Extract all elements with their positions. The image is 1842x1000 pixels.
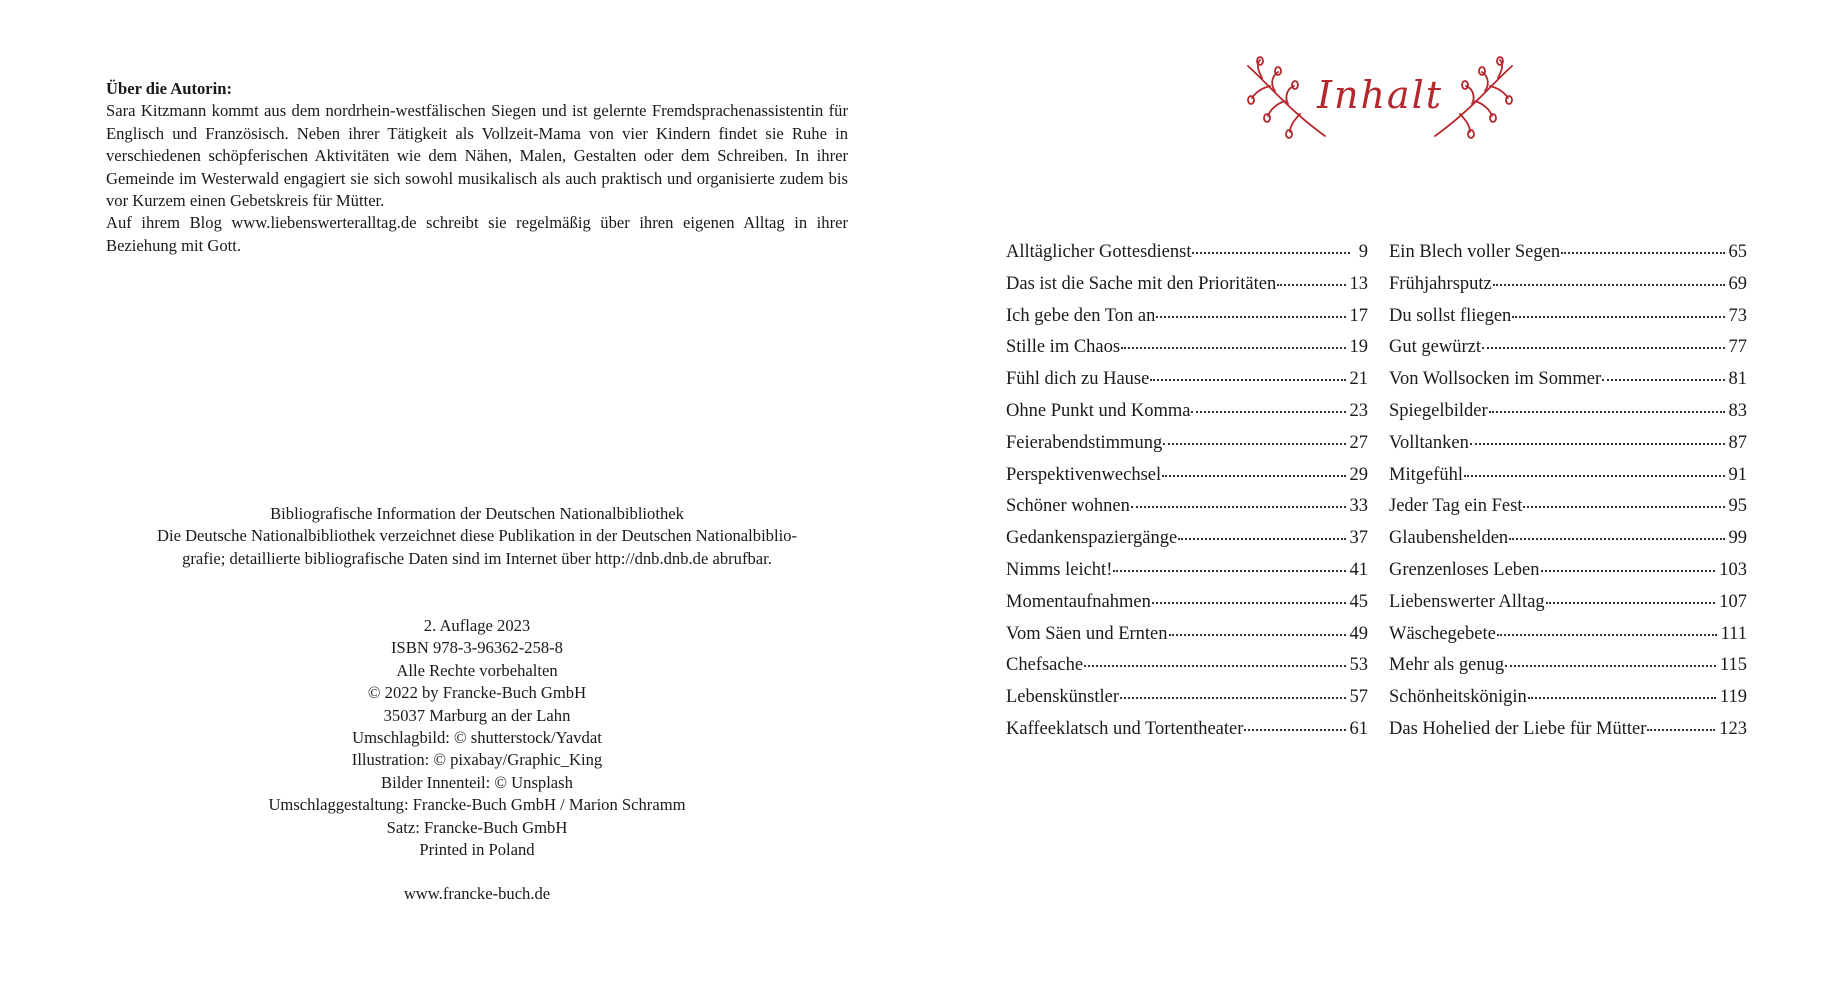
toc-leader-dots: [1156, 316, 1345, 318]
toc-entry-title: Perspektivenwechsel: [1006, 464, 1162, 485]
toc-entry-title: Vom Säen und Ernten: [1006, 623, 1168, 644]
toc-entry-title: Fühl dich zu Hause: [1006, 369, 1150, 390]
imprint-edition: 2. Auflage 2023: [423, 616, 531, 635]
toc-entry-page: 103: [1719, 559, 1747, 580]
toc-entry-title: Alltäglicher Gottesdienst: [1006, 242, 1192, 262]
toc-entry: [1006, 687, 1368, 719]
toc-entry-title: Schöner wohnen: [1006, 496, 1130, 517]
toc-entry: [1389, 306, 1747, 338]
toc-entry-title: Jeder Tag ein Fest: [1389, 496, 1523, 517]
toc-entry: [1389, 560, 1747, 592]
toc-entry-page: 23: [1349, 400, 1368, 421]
toc-entry-page: 33: [1349, 496, 1368, 517]
toc-entry-title: Nimms leicht!: [1006, 559, 1113, 580]
toc-leader-dots: [1523, 506, 1724, 508]
imprint-copyright: © 2022 by Francke-Buch GmbH: [367, 683, 587, 703]
toc-leader-dots: [1470, 443, 1725, 445]
toc-leader-dots: [1528, 697, 1716, 699]
toc-leader-dots: [1489, 411, 1725, 413]
imprint-isbn: ISBN 978-3-96362-258-8: [391, 638, 563, 658]
toc-entry: [1006, 528, 1368, 560]
about-author-paragraph: Sara Kitzmann kommt aus dem nordrhein-westfälischen Siegen und ist gelernte Fremdsprachenassistentin für Englisch und Französisch. Neben ihrer Tätigkeit als Vollzeit-Mama von vier Kindern findet sie Ruhe in verschiedenen schöpferischen Aktivitäten wie dem Nähen, Malen, Gestalten oder dem Schreiben. In ihrer Gemeinde im Westerwald engagiert sie sich sowohl musikalisch als auch praktisch und organisierte zudem bis vor Kurzem einen Gebetskreis für Mütter.: [106, 101, 848, 211]
toc-leader-dots: [1497, 634, 1717, 636]
imprint-typesetting: Satz: Francke-Buch GmbH: [386, 817, 568, 837]
biblio-heading: Bibliografische Information der Deutschen Nationalbibliothek: [270, 504, 684, 523]
toc-leader-dots: [1191, 411, 1345, 413]
toc-entry-title: Kaffeeklatsch und Tortentheater: [1006, 718, 1244, 739]
toc-entry-page: 45: [1349, 591, 1368, 612]
toc-entry-title: Mitgefühl: [1389, 464, 1463, 485]
toc-entry-page: 95: [1728, 496, 1747, 517]
toc-leader-dots: [1464, 475, 1725, 477]
toc-title-ornament: [1240, 56, 1520, 146]
toc-leader-dots: [1150, 379, 1345, 381]
toc-entry-title: Momentaufnahmen: [1006, 591, 1151, 612]
bibliographic-info: [106, 503, 848, 570]
toc-entry-page: 57: [1349, 687, 1368, 708]
toc-entry-title: Gedankenspaziergänge: [1006, 528, 1178, 549]
toc-entry-title: Mehr als genug: [1389, 655, 1505, 676]
toc-leader-dots: [1169, 634, 1346, 636]
toc-entry-page: 83: [1728, 400, 1747, 421]
toc-entry-page: 123: [1719, 718, 1747, 739]
toc-entry-title: Volltanken: [1389, 432, 1469, 453]
toc-entry-page: 119: [1719, 687, 1747, 708]
toc-entry: [1006, 719, 1368, 751]
toc-entry: [1389, 624, 1747, 656]
biblio-text-line: grafie; detaillierte bibliografische Daten sind im Internet über http://dnb.dnb.de abrufbar.: [182, 548, 772, 568]
toc-entry-page: 99: [1728, 528, 1747, 549]
toc-entry-page: 87: [1728, 432, 1747, 453]
toc-entry: [1389, 274, 1747, 306]
toc-entry-title: Glaubenshelden: [1389, 528, 1509, 549]
toc-entry-page: 37: [1349, 528, 1368, 549]
toc-entry: [1389, 465, 1747, 497]
toc-entry: [1006, 465, 1368, 497]
toc-entry-title: Feierabendstimmung: [1006, 432, 1163, 453]
toc-entry-page: 29: [1349, 464, 1368, 485]
toc-entry-title: Wäschegebete: [1389, 623, 1496, 644]
toc-leader-dots: [1113, 570, 1345, 572]
toc-entry-title: Spiegelbilder: [1389, 400, 1488, 421]
imprint-address: 35037 Marburg an der Lahn: [383, 705, 571, 725]
toc-leader-dots: [1482, 347, 1725, 349]
toc-leader-dots: [1121, 347, 1345, 349]
toc-entry-title: Das ist die Sache mit den Prioritäten: [1006, 273, 1277, 294]
toc-entry: [1389, 337, 1747, 369]
toc-entry-page: 77: [1728, 337, 1747, 358]
toc-entry-title: Frühjahrsputz: [1389, 273, 1492, 294]
toc-leader-dots: [1120, 697, 1345, 699]
about-author-heading: Über die Autorin:: [106, 79, 232, 98]
toc-leader-dots: [1178, 538, 1345, 540]
toc-entry-title: Liebenswerter Alltag: [1389, 591, 1545, 612]
toc-entry-page: 61: [1349, 718, 1368, 739]
imprint-rights: Alle Rechte vorbehalten: [396, 660, 558, 680]
toc-leader-dots: [1152, 602, 1346, 604]
imprint: [106, 615, 848, 906]
toc-title: Inhalt: [1316, 73, 1444, 117]
imprint-cover-image: Umschlagbild: © shutterstock/Yavdat: [352, 728, 602, 748]
toc-entry: [1006, 274, 1368, 306]
toc-leader-dots: [1244, 729, 1345, 731]
about-author-blog-paragraph: Auf ihrem Blog www.liebenswerteralltag.de schreibt sie regelmäßig über ihren eigenen Alltag in ihrer Beziehung mit Gott.: [106, 213, 848, 255]
toc-leader-dots: [1546, 602, 1716, 604]
toc-entry-title: Gut gewürzt: [1389, 337, 1481, 358]
toc-entry: [1389, 496, 1747, 528]
toc-entry-title: Ich gebe den Ton an: [1006, 305, 1156, 326]
toc-entry: [1389, 401, 1747, 433]
toc-leader-dots: [1162, 475, 1345, 477]
biblio-text-line: Die Deutsche Nationalbibliothek verzeichnet diese Publikation in der Deutschen Nationalbiblio-: [156, 526, 798, 546]
toc-entry: [1006, 242, 1368, 274]
toc-entry-title: Ohne Punkt und Komma: [1006, 400, 1191, 421]
toc-leader-dots: [1561, 252, 1724, 254]
toc-entry: [1006, 560, 1368, 592]
toc-entry-page: 13: [1349, 273, 1368, 294]
toc-leader-dots: [1541, 570, 1716, 572]
toc-entry-page: 53: [1349, 655, 1368, 676]
toc-entry-title: Ein Blech voller Segen: [1389, 242, 1561, 262]
toc-column-left: [1006, 242, 1368, 751]
toc-entry: [1006, 433, 1368, 465]
toc-entry-page: 41: [1349, 559, 1368, 580]
toc-leader-dots: [1505, 665, 1716, 667]
imprint-inner-images: Bilder Innenteil: © Unsplash: [381, 772, 573, 792]
toc-leader-dots: [1493, 284, 1725, 286]
toc-leader-dots: [1512, 316, 1724, 318]
toc-entry-page: 27: [1349, 432, 1368, 453]
toc-entry: [1006, 496, 1368, 528]
toc-entry-page: 91: [1728, 464, 1747, 485]
toc-entry-page: 69: [1728, 273, 1747, 294]
toc-entry-title: Von Wollsocken im Sommer: [1389, 369, 1602, 390]
toc-entry-title: Lebenskünstler: [1006, 687, 1120, 708]
toc-entry-page: 115: [1719, 655, 1747, 676]
toc-entry: [1006, 306, 1368, 338]
toc-leader-dots: [1647, 729, 1715, 731]
toc-column-right: [1389, 242, 1747, 751]
toc-leader-dots: [1131, 506, 1346, 508]
toc-entry-page: 81: [1728, 369, 1747, 390]
toc-entry-title: Du sollst fliegen: [1389, 305, 1512, 326]
toc-entry: [1389, 592, 1747, 624]
toc-entry-page: 111: [1720, 623, 1747, 644]
toc-leader-dots: [1192, 252, 1350, 254]
toc-entry: [1389, 433, 1747, 465]
toc-leader-dots: [1084, 665, 1345, 667]
toc-leader-dots: [1163, 443, 1345, 445]
toc-entry-page: 107: [1719, 591, 1747, 612]
publisher-website: www.francke-buch.de: [403, 884, 551, 904]
toc-entry: [1389, 242, 1747, 274]
toc-entry-title: Schönheitskönigin: [1389, 687, 1527, 708]
toc-entry-page: 19: [1349, 337, 1368, 358]
toc-leader-dots: [1509, 538, 1724, 540]
toc-entry: [1006, 369, 1368, 401]
toc-entry: [1006, 401, 1368, 433]
toc-entry: [1006, 337, 1368, 369]
toc-entry-title: Stille im Chaos: [1006, 337, 1121, 358]
toc-entry: [1389, 369, 1747, 401]
toc-entry-page: 9: [1358, 242, 1368, 262]
toc-entry: [1389, 528, 1747, 560]
toc-entry-page: 17: [1349, 305, 1368, 326]
imprint-cover-design: Umschlaggestaltung: Francke-Buch GmbH / Marion Schramm: [268, 795, 686, 815]
toc-entry-page: 21: [1349, 369, 1368, 390]
toc-entry-page: 73: [1728, 305, 1747, 326]
toc-entry-title: Grenzenloses Leben: [1389, 559, 1540, 580]
toc-entry-page: 49: [1349, 623, 1368, 644]
toc-entry: [1389, 719, 1747, 751]
imprint-printed: Printed in Poland: [419, 840, 535, 860]
toc-entry: [1006, 655, 1368, 687]
toc-leader-dots: [1277, 284, 1345, 286]
toc-entry-page: 65: [1728, 242, 1747, 262]
toc-entry-title: Das Hohelied der Liebe für Mütter: [1389, 718, 1647, 739]
toc-leader-dots: [1602, 379, 1724, 381]
toc-entry: [1006, 624, 1368, 656]
imprint-illustration: Illustration: © pixabay/Graphic_King: [351, 750, 603, 770]
toc-entry: [1006, 592, 1368, 624]
about-author-section: [106, 78, 848, 257]
toc-entry: [1389, 687, 1747, 719]
toc-entry-title: Chefsache: [1006, 655, 1084, 676]
toc-entry: [1389, 655, 1747, 687]
